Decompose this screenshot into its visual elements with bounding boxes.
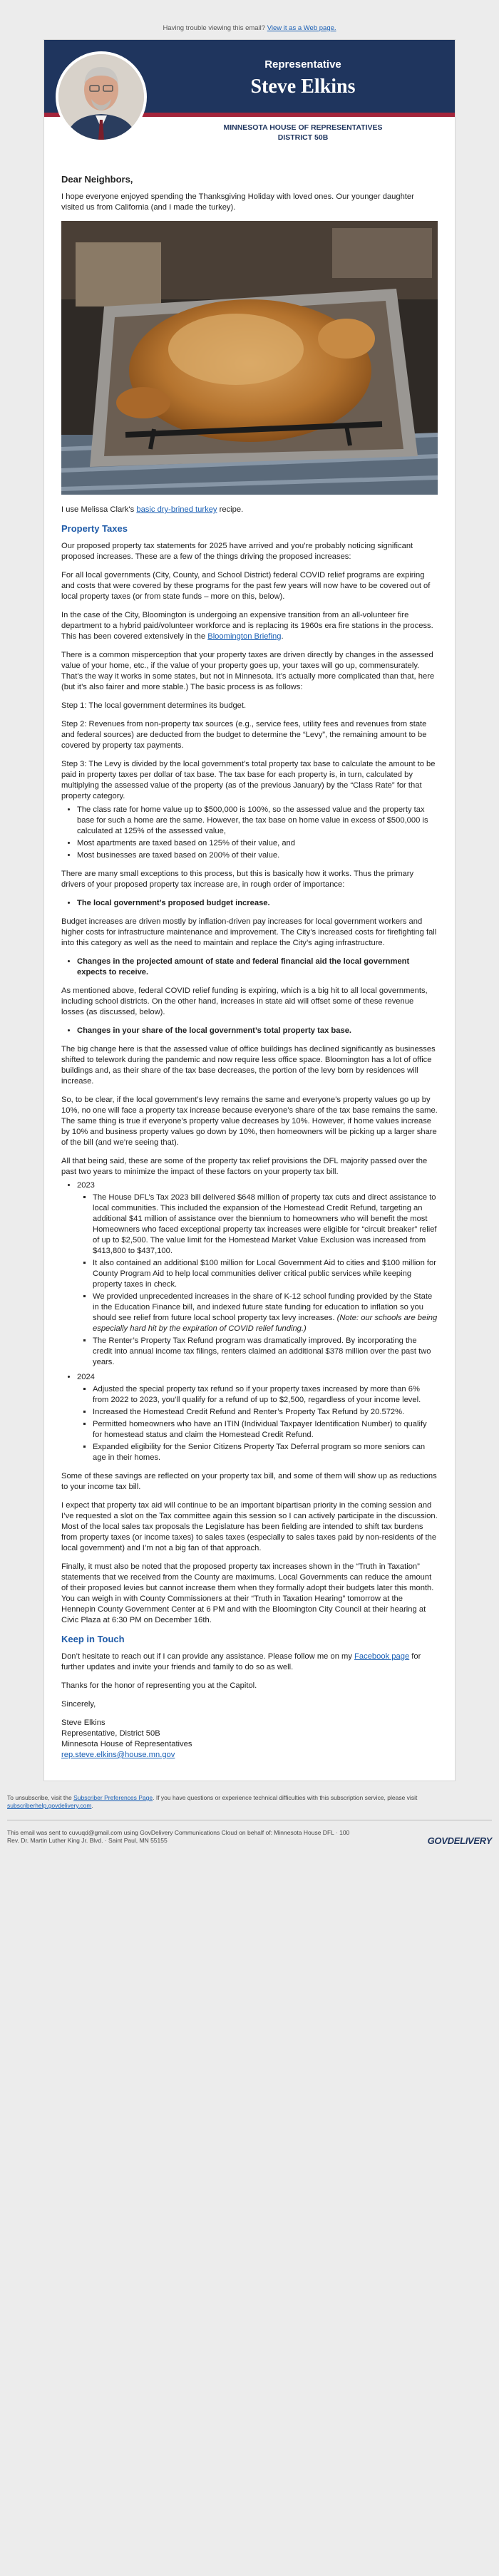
recipe-link[interactable]: basic dry-brined turkey [136,505,217,514]
bloomington-briefing-link[interactable]: Bloomington Briefing [207,632,282,641]
sent-line-2: Rev. Dr. Martin Luther King Jr. Blvd. · Saint Paul, MN 55155 [7,1837,168,1844]
year-2023-item [77,1180,438,1368]
list-item: ▪ Expanded eligibility for the Senior Citizens Property Tax Deferral program so more seniors can age in their homes. [93,1442,438,1463]
relief-years-list [61,1180,438,1463]
sent-line-1: This email was sent to cuvuqd@gmail.com using GovDelivery Communications Cloud on behalf of: Minnesota House DFL · 100 [7,1829,350,1836]
email-footer [7,1781,492,1859]
org-line-2: DISTRICT 50B [277,133,329,142]
unsub-text-after: . If you have questions or experience technical difficulties with this subscription service, please visit [153,1794,418,1801]
sent-info [7,1829,421,1845]
kit-text-after: for further updates and invite your friends and family to do so as well. [61,1652,421,1671]
step-3: Step 3: The Levy is divided by the local government’s total property tax base to calculate the amount to be paid in property taxes per dollar of tax base. The tax base for each property is, in turn, calculated by multiplying the assessed value of the property (as of the previous January) by the “Class Rate” for that property category. [61,760,436,800]
list-item [93,1292,438,1334]
unsubscribe-line [7,1794,492,1810]
top-note-text: Having trouble viewing this email? [163,24,266,32]
paragraph-9: So, to be clear, if the local government’s levy remains the same and everyone’s property values go up by 10%, no one will face a property tax increase because everyone’s share of the tax base remains the same. The same thing is true if everyone’s property value decreases by 10%. However, if home values increase by 10% and business property values go down by 10%, then homeowners will be picking up a larger share of the bill (and we’re seeing that). [61,1096,438,1147]
banner-role: Representative [264,58,341,71]
list-item: ▪ Increased the Homestead Credit Refund and Renter’s Property Tax Refund by 20.572%. [93,1407,438,1418]
thanks-line: Thanks for the honor of representing you at the Capitol. [61,1681,257,1690]
signature-org: Minnesota House of Representatives [61,1740,192,1748]
intro-paragraph: I hope everyone enjoyed spending the Thanksgiving Holiday with loved ones. Our younger daughter visited us from California (and I made the turkey). [61,192,414,212]
kit-text-before: Don’t hesitate to reach out if I can provide any assistance. Please follow me on my [61,1652,352,1661]
newsletter-card [43,39,456,1781]
recipe-text-after: recipe. [219,505,244,514]
top-note [0,0,499,39]
signature-name: Steve Elkins [61,1719,106,1727]
greeting: Dear Neighbors, [61,174,133,185]
list-item-text: We provided unprecedented increases in the share of K-12 school funding provided by the State in the Education Finance bill, and indexed future state funding for education to inflation so you should see relief from future local school property tax levy increases. [93,1292,433,1322]
class-rate-list [61,805,438,861]
year-2023-list [77,1192,438,1368]
driver-list-3 [61,1026,438,1036]
paragraph-8: The big change here is that the assessed value of office buildings has declined significantly as businesses shifted to telework during the pandemic and now require less office space. Bloomington has a lot of office buildings and, as their share of the tax base decreases, the portion of the levy born by residences will increase. [61,1045,436,1086]
driver-list-2 [61,957,438,978]
list-item: • The class rate for home value up to $500,000 is 100%, so the assessed value and the property tax base for such a home are the same. However, the tax base on home value in excess of $500,000 is calculated at 125% of the assessed value, [77,805,438,837]
facebook-link[interactable]: Facebook page [354,1652,410,1661]
paragraph-3 [61,610,438,642]
subscriber-preferences-link[interactable]: Subscriber Preferences Page [73,1794,153,1801]
footer-bottom [7,1820,492,1859]
list-item: • Most businesses are taxed based on 200% of their value. [77,850,438,861]
driver-item: • Changes in the projected amount of state and federal financial aid the local government expects to receive. [77,957,438,978]
year-label: 2024 [77,1373,95,1381]
signature-email-link[interactable]: rep.steve.elkins@house.mn.gov [61,1751,175,1759]
govdelivery-logo: GOVDELIVERY [427,1835,492,1846]
banner-name: Steve Elkins [250,76,356,98]
list-item: ▪ The House DFL’s Tax 2023 bill delivered $648 million of property tax cuts and direct assistance to local communities. This included the expansion of the Homestead Credit Refund, targeting an additional $41 million of assistance over the biennium to homeowners who will benefit the most Homeowners who faced exceptional property tax increases were eligible for “circuit breaker” relief of up to $2,500. The value limit for the Homestead Market Value Exclusion was increased from $413,800 to $437,100. [93,1192,438,1257]
step-1: Step 1: The local government determines its budget. [61,701,247,710]
signature-block [61,1718,438,1761]
keep-in-touch-paragraph [61,1652,438,1673]
paragraph-11: Some of these savings are reflected on your property tax bill, and some of them will show up as reductions to your income tax bill. [61,1472,437,1491]
paragraph-7: As mentioned above, federal COVID relief funding is expiring, which is a big hit to all local governments, including school districts. On the other hand, increases in state aid will offset some of these revenue losses (as discussed, below). [61,986,428,1016]
paragraph-12: I expect that property tax aid will continue to be an important bipartisan priority in the coming session and I’ve requested a slot on the Tax committee again this session so I can actively participate in the discussion. Most of the local sales tax proposals the Legislature has been fielding are intended to shift tax burdens from property taxes (or income taxes) to sales taxes (especially to sales taxes paid by non-residents of the local government) and I’m not a big fan of that approach. [61,1501,438,1552]
driver-item: • Changes in your share of the local government’s total property tax base. [77,1026,438,1036]
list-item: ▪ Permitted homeowners who have an ITIN (Individual Taxpayer Identification Number) to qualify for homestead status and claim the Homestead Credit Refund. [93,1419,438,1441]
step-2: Step 2: Revenues from non-property tax sources (e.g., service fees, utility fees and revenues from state and federal sources) are deducted from the budget to determine the “Levy”, the remaining amount to be covered by property tax payments. [61,720,427,750]
signature-title: Representative, District 50B [61,1729,160,1738]
paragraph-2: For all local governments (City, County, and School District) federal COVID relief programs are expiring and costs that were covered by these programs for the past few years will now have to be covered out of local property taxes (or from state funds – more on this, below). [61,571,431,601]
list-item: ▪ The Renter’s Property Tax Refund program was dramatically improved. By incorporating the credit into annual income tax filings, renters claimed an additional $378 million over the past two years. [93,1336,438,1368]
support-link[interactable]: subscriberhelp.govdelivery.com [7,1802,92,1809]
property-taxes-heading: Property Taxes [61,523,128,534]
paragraph-3-text: In the case of the City, Bloomington is undergoing an expensive transition from an all-volunteer fire department to a hybrid paid/volunteer workforce and is replacing its 1960s era fire stations in the process. This has been covered extensively in the [61,611,433,641]
recipe-line [61,505,438,515]
list-item-note: (Note: our schools are being especially hard hit by the expiration of COVID relief funding.) [93,1314,438,1333]
list-item: ▪ It also contained an additional $100 million for Local Government Aid to cities and $100 million for County Program Aid to help local communities deliver critical public services while keeping property taxes in check. [93,1258,438,1290]
turkey-photo [61,221,438,495]
paragraph-13: Finally, it must also be noted that the proposed property tax increases shown in the “Truth in Taxation” statements that we received from the County are maximums. Local Governments can reduce the amount of their proposed levies but cannot increase them when they formally adopt their budgets later this month. You can weigh in with County Commissioners at their “Truth in Taxation Hearing” tomorrow at the Hennepin County Government Center at 6 PM and with the Bloomington City Council at their hearing at Civic Plaza at 6:30 PM on December 16th. [61,1562,434,1624]
recipe-text-before: I use Melissa Clark's [61,505,135,514]
newsletter-body [44,158,455,1781]
representative-portrait [56,51,147,143]
driver-list-1 [61,898,438,909]
web-page-link[interactable]: View it as a Web page. [267,24,336,32]
unsub-end: . [91,1802,93,1809]
year-2024-list [77,1384,438,1463]
paragraph-3-end: . [281,632,284,641]
year-label: 2023 [77,1181,95,1190]
paragraph-5: There are many small exceptions to this process, but this is basically how it works. Thus the primary drivers of your proposed property tax increase are, in rough order of importance: [61,870,414,889]
paragraph-6: Budget increases are driven mostly by inflation-driven pay increases for local government workers and higher costs for infrastructure maintenance and improvement. The City’s increased costs for firefighting fall into this category as well as the need to maintain and replace the City’s aging infrastructure. [61,917,437,947]
paragraph-4: There is a common misperception that your property taxes are driven directly by changes in the assessed value of your home, etc., if the value of your property goes up, your taxes will go up, commensurately. That’s the way it works in some states, but not in Minnesota. It’s actually more complicated than that, here (but it’s also fairer and more stable.) The basic process is as follows: [61,651,435,691]
keep-in-touch-heading: Keep in Touch [61,1634,125,1644]
unsub-text: To unsubscribe, visit the [7,1794,72,1801]
header-banner [44,40,455,158]
driver-item: • The local government’s proposed budget increase. [77,898,438,909]
list-item: ▪ Adjusted the special property tax refund so if your property taxes increased by more than 6% from 2022 to 2023, you’ll qualify for a refund of up to $2,500, regardless of your income level. [93,1384,438,1406]
closing: Sincerely, [61,1700,96,1709]
banner-org [151,123,455,143]
paragraph-10: All that being said, these are some of the property tax relief provisions the DFL majority passed over the past two years to minimize the impact of these factors on your property tax bill. [61,1157,428,1176]
paragraph-1: Our proposed property tax statements for 2025 have arrived and you’re probably noticing significant proposed increases. These are a few of the things driving the proposed increases: [61,542,413,561]
list-item: • Most apartments are taxed based on 125% of their value, and [77,838,438,849]
org-line-1: MINNESOTA HOUSE OF REPRESENTATIVES [223,123,383,132]
year-2024-item [77,1372,438,1463]
